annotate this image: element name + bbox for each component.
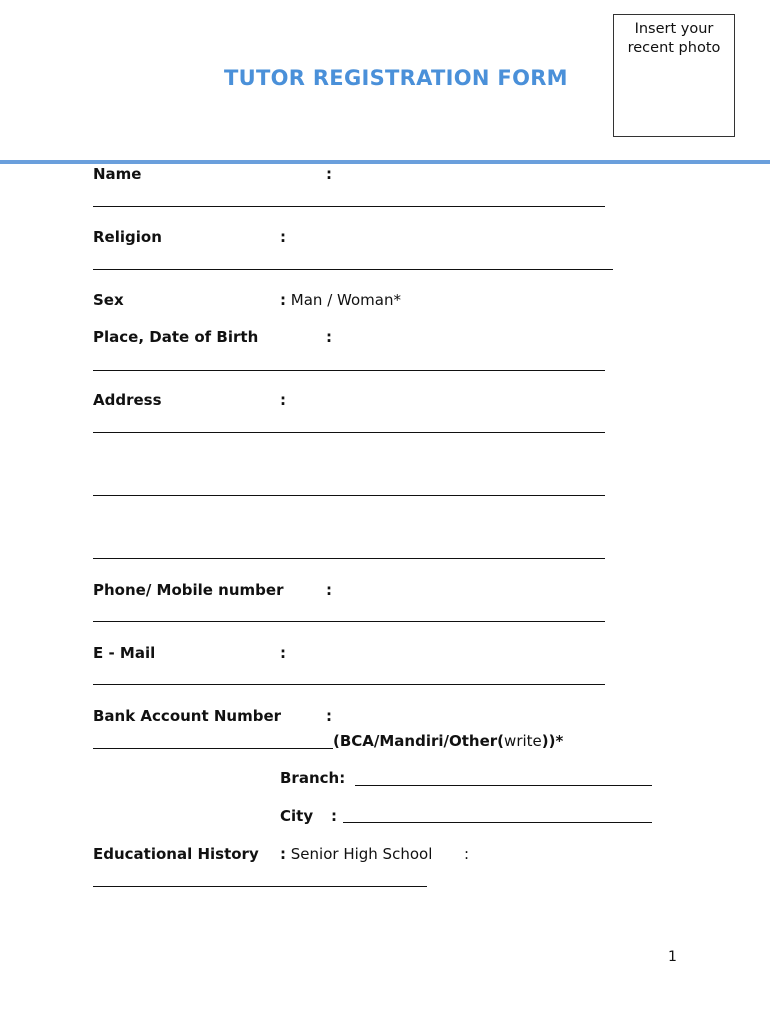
phone-label: Phone/ Mobile number xyxy=(93,581,284,599)
bank-options-suffix: ))* xyxy=(541,732,564,750)
email-input-line[interactable] xyxy=(93,684,605,685)
education-label: Educational History xyxy=(93,845,259,863)
sex-options: Man / Woman* xyxy=(290,291,401,309)
education-input-line[interactable] xyxy=(93,886,427,887)
page-number: 1 xyxy=(668,949,677,965)
form-title: TUTOR REGISTRATION FORM xyxy=(224,66,568,90)
photo-placeholder-text: Insert your recent photo xyxy=(627,21,721,56)
bank-colon: : xyxy=(326,707,332,725)
address-label: Address xyxy=(93,391,162,409)
photo-placeholder-box[interactable] xyxy=(613,14,735,137)
birth-colon: : xyxy=(326,328,332,346)
bank-options-prefix: (BCA/Mandiri/Other( xyxy=(333,732,505,750)
sex-label: Sex xyxy=(93,291,124,309)
bank-options-write: write xyxy=(504,732,542,750)
email-label: E - Mail xyxy=(93,644,156,662)
name-colon: : xyxy=(326,165,332,183)
religion-input-line[interactable] xyxy=(93,269,613,270)
sex-colon: : xyxy=(280,291,286,309)
phone-input-line[interactable] xyxy=(93,621,605,622)
bank-account-input-line[interactable] xyxy=(93,748,333,749)
address-input-line-1[interactable] xyxy=(93,432,605,433)
education-value-colon: : xyxy=(464,845,470,863)
address-colon: : xyxy=(280,391,286,409)
religion-label: Religion xyxy=(93,228,162,246)
education-colon: : xyxy=(280,845,286,863)
name-label: Name xyxy=(93,165,142,183)
education-level: Senior High School xyxy=(290,845,433,863)
address-input-line-3[interactable] xyxy=(93,558,605,559)
branch-label: Branch: xyxy=(280,769,346,787)
header-divider xyxy=(0,160,770,164)
branch-input-line[interactable] xyxy=(355,785,652,786)
city-input-line[interactable] xyxy=(343,822,652,823)
phone-colon: : xyxy=(326,581,332,599)
bank-label: Bank Account Number xyxy=(93,707,282,725)
birth-input-line[interactable] xyxy=(93,370,605,371)
address-input-line-2[interactable] xyxy=(93,495,605,496)
city-colon: : xyxy=(331,807,337,825)
name-input-line[interactable] xyxy=(93,206,605,207)
sex-field[interactable] xyxy=(280,291,401,309)
city-label: City xyxy=(280,807,314,825)
education-field[interactable] xyxy=(280,845,432,863)
bank-options xyxy=(333,732,563,750)
email-colon: : xyxy=(280,644,286,662)
religion-colon: : xyxy=(280,228,286,246)
birth-label: Place, Date of Birth xyxy=(93,328,259,346)
